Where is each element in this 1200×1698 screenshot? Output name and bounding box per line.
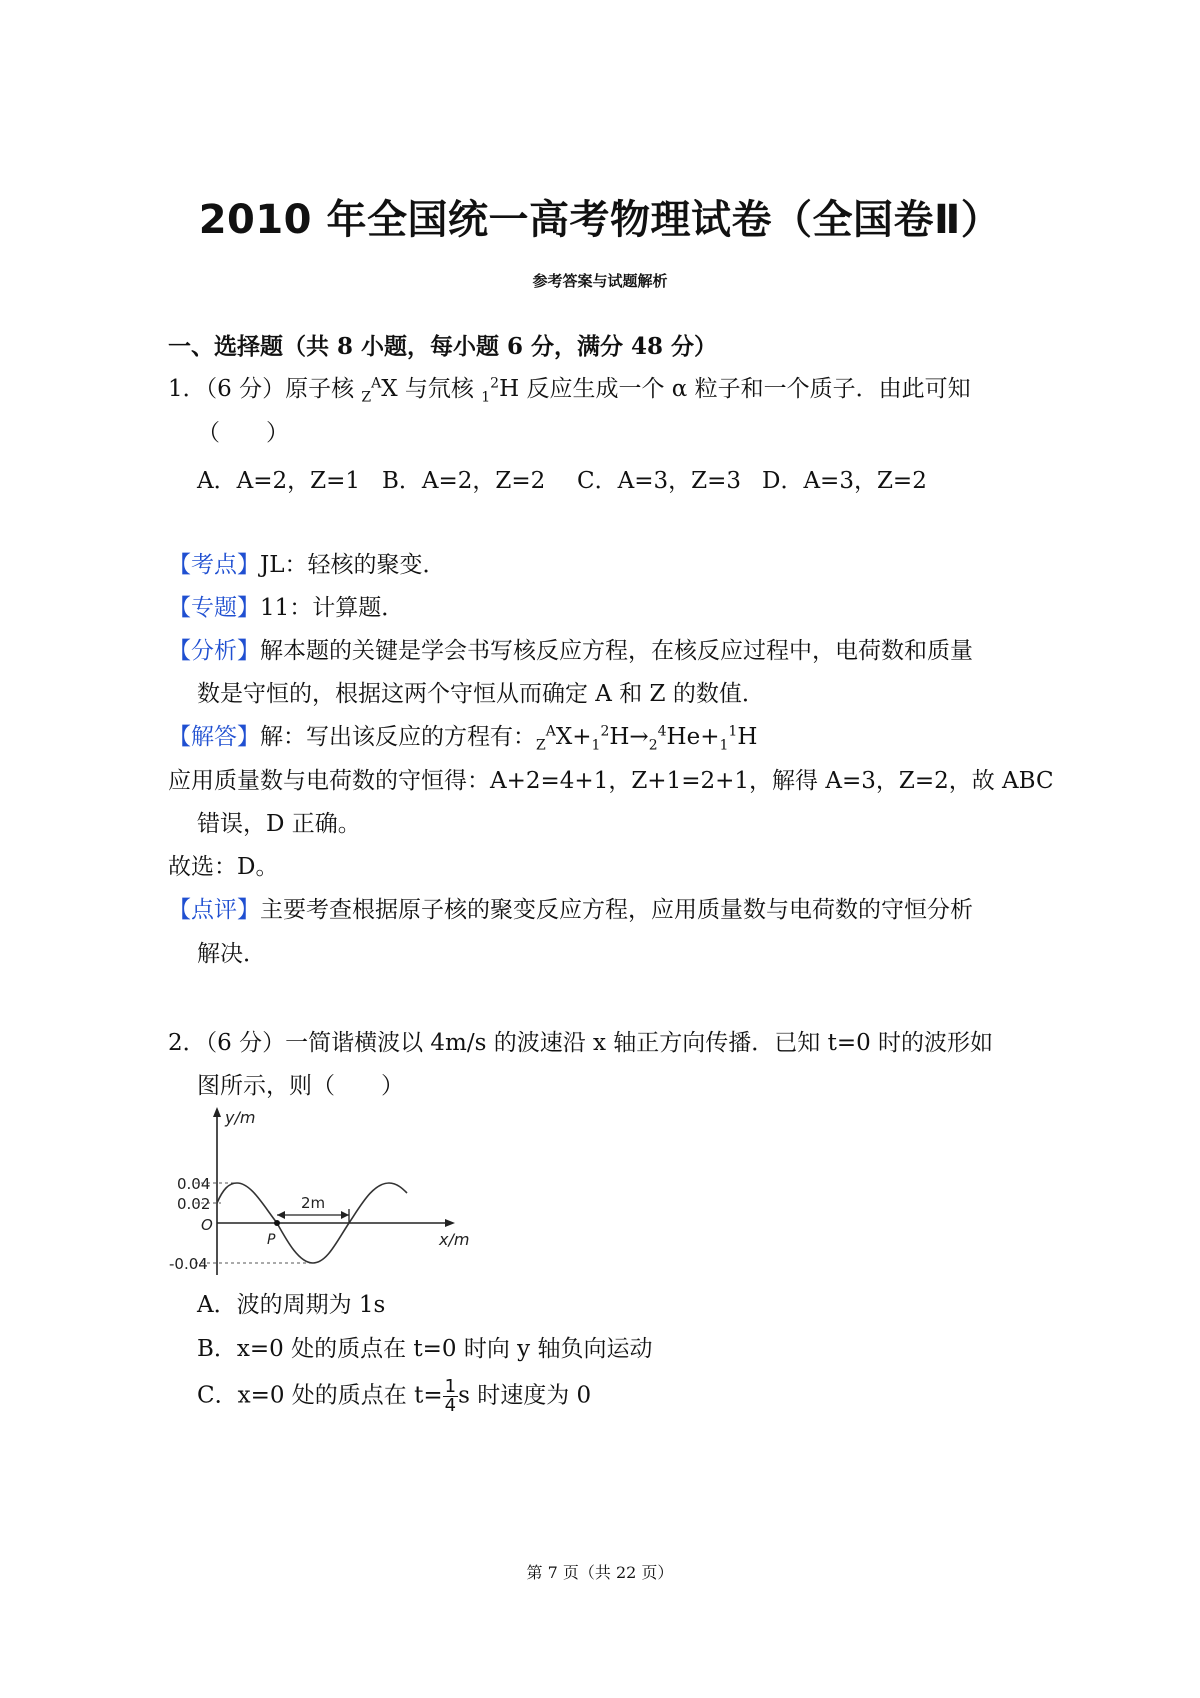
point-p-dot <box>274 1220 280 1226</box>
q1-fenxi-cont: 数是守恒的，根据这两个守恒从而确定 A 和 Z 的数值． <box>197 681 765 707</box>
q1-apply-cont: 错误，D 正确。 <box>197 811 361 837</box>
q1-stem: 1．（6 分）原子核 $_Z^A$X 与氘核 $_1^2$H 反应生成一个 α 粒子和一个质子．由此可知 <box>168 375 971 406</box>
y-tick-neg-0-04: -0.04 <box>169 1255 208 1273</box>
jieda-tag: 【解答】 <box>168 724 260 750</box>
point-p-label: P <box>267 1232 276 1248</box>
q1-dianping: 【点评】主要考查根据原子核的聚变反应方程，应用质量数与电荷数的守恒分析 <box>168 897 973 923</box>
origin-label: O <box>201 1216 213 1234</box>
page-title: 2010 年全国统一高考物理试卷（全国卷Ⅱ） <box>198 197 1002 243</box>
q1-fenxi: 【分析】解本题的关键是学会书写核反应方程，在核反应过程中，电荷数和质量 <box>168 638 973 664</box>
q1-option-a: A．A=2，Z=1 <box>197 468 361 494</box>
x-axis-label: x/m <box>439 1230 470 1249</box>
q1-kaodian: 【考点】JL：轻核的聚变． <box>168 552 446 578</box>
page-subtitle: 参考答案与试题解析 <box>532 272 668 290</box>
span-arrow-left <box>277 1211 285 1219</box>
fenxi-tag: 【分析】 <box>168 638 260 664</box>
page-footer: 第 7 页（共 22 页） <box>526 1563 674 1582</box>
q2-stem: 2．（6 分）一简谐横波以 4m/s 的波速沿 x 轴正方向传播．已知 t=0 时的波形如 <box>168 1030 994 1056</box>
q2-option-a: A．波的周期为 1s <box>197 1292 386 1318</box>
q1-option-b: B．A=2，Z=2 <box>382 468 546 494</box>
zhuanti-tag: 【专题】 <box>168 595 260 621</box>
wave-figure <box>165 1105 485 1285</box>
dianping-tag: 【点评】 <box>168 897 260 923</box>
q2-stem-cont: 图所示，则（ ） <box>197 1073 404 1099</box>
q1-dianping-cont: 解决． <box>197 941 266 967</box>
kaodian-tag: 【考点】 <box>168 552 260 578</box>
y-tick-0-02: 0.02 <box>177 1195 211 1213</box>
reaction-equation: $_Z^AX+_1^2H\to_2^4He+_1^1H$ <box>536 723 758 754</box>
fraction-quarter: $\frac{1}{4}$ <box>444 1376 457 1416</box>
q1-choice: 故选：D。 <box>168 854 279 880</box>
q2-option-c: C．x=0 处的质点在 t= $\frac{1}{4}$ s 时速度为 0 <box>197 1376 592 1416</box>
q1-jieda: 【解答】解：写出该反应的方程有：$_Z^AX+_1^2H\to_2^4He+_1^1H$ <box>168 723 758 754</box>
q1-paren: （ ） <box>197 420 289 446</box>
section-heading: 一、选择题（共 8 小题，每小题 6 分，满分 48 分） <box>168 333 718 360</box>
y-axis-label: y/m <box>225 1108 256 1127</box>
q1-apply: 应用质量数与电荷数的守恒得：A+2=4+1，Z+1=2+1，解得 A=3，Z=2，故 ABC <box>168 768 1054 794</box>
q1-option-c: C．A=3，Z=3 <box>577 468 741 494</box>
span-arrow-right <box>341 1211 349 1219</box>
y-tick-0-04: 0.04 <box>177 1175 211 1193</box>
q1-option-d: D．A=3，Z=2 <box>762 468 927 494</box>
q1-zhuanti: 【专题】11：计算题． <box>168 595 405 621</box>
y-axis-arrow <box>213 1107 221 1117</box>
q2-option-b: B．x=0 处的质点在 t=0 时向 y 轴负向运动 <box>197 1336 653 1362</box>
x-axis-arrow <box>445 1219 455 1227</box>
span-label: 2m <box>301 1194 326 1212</box>
